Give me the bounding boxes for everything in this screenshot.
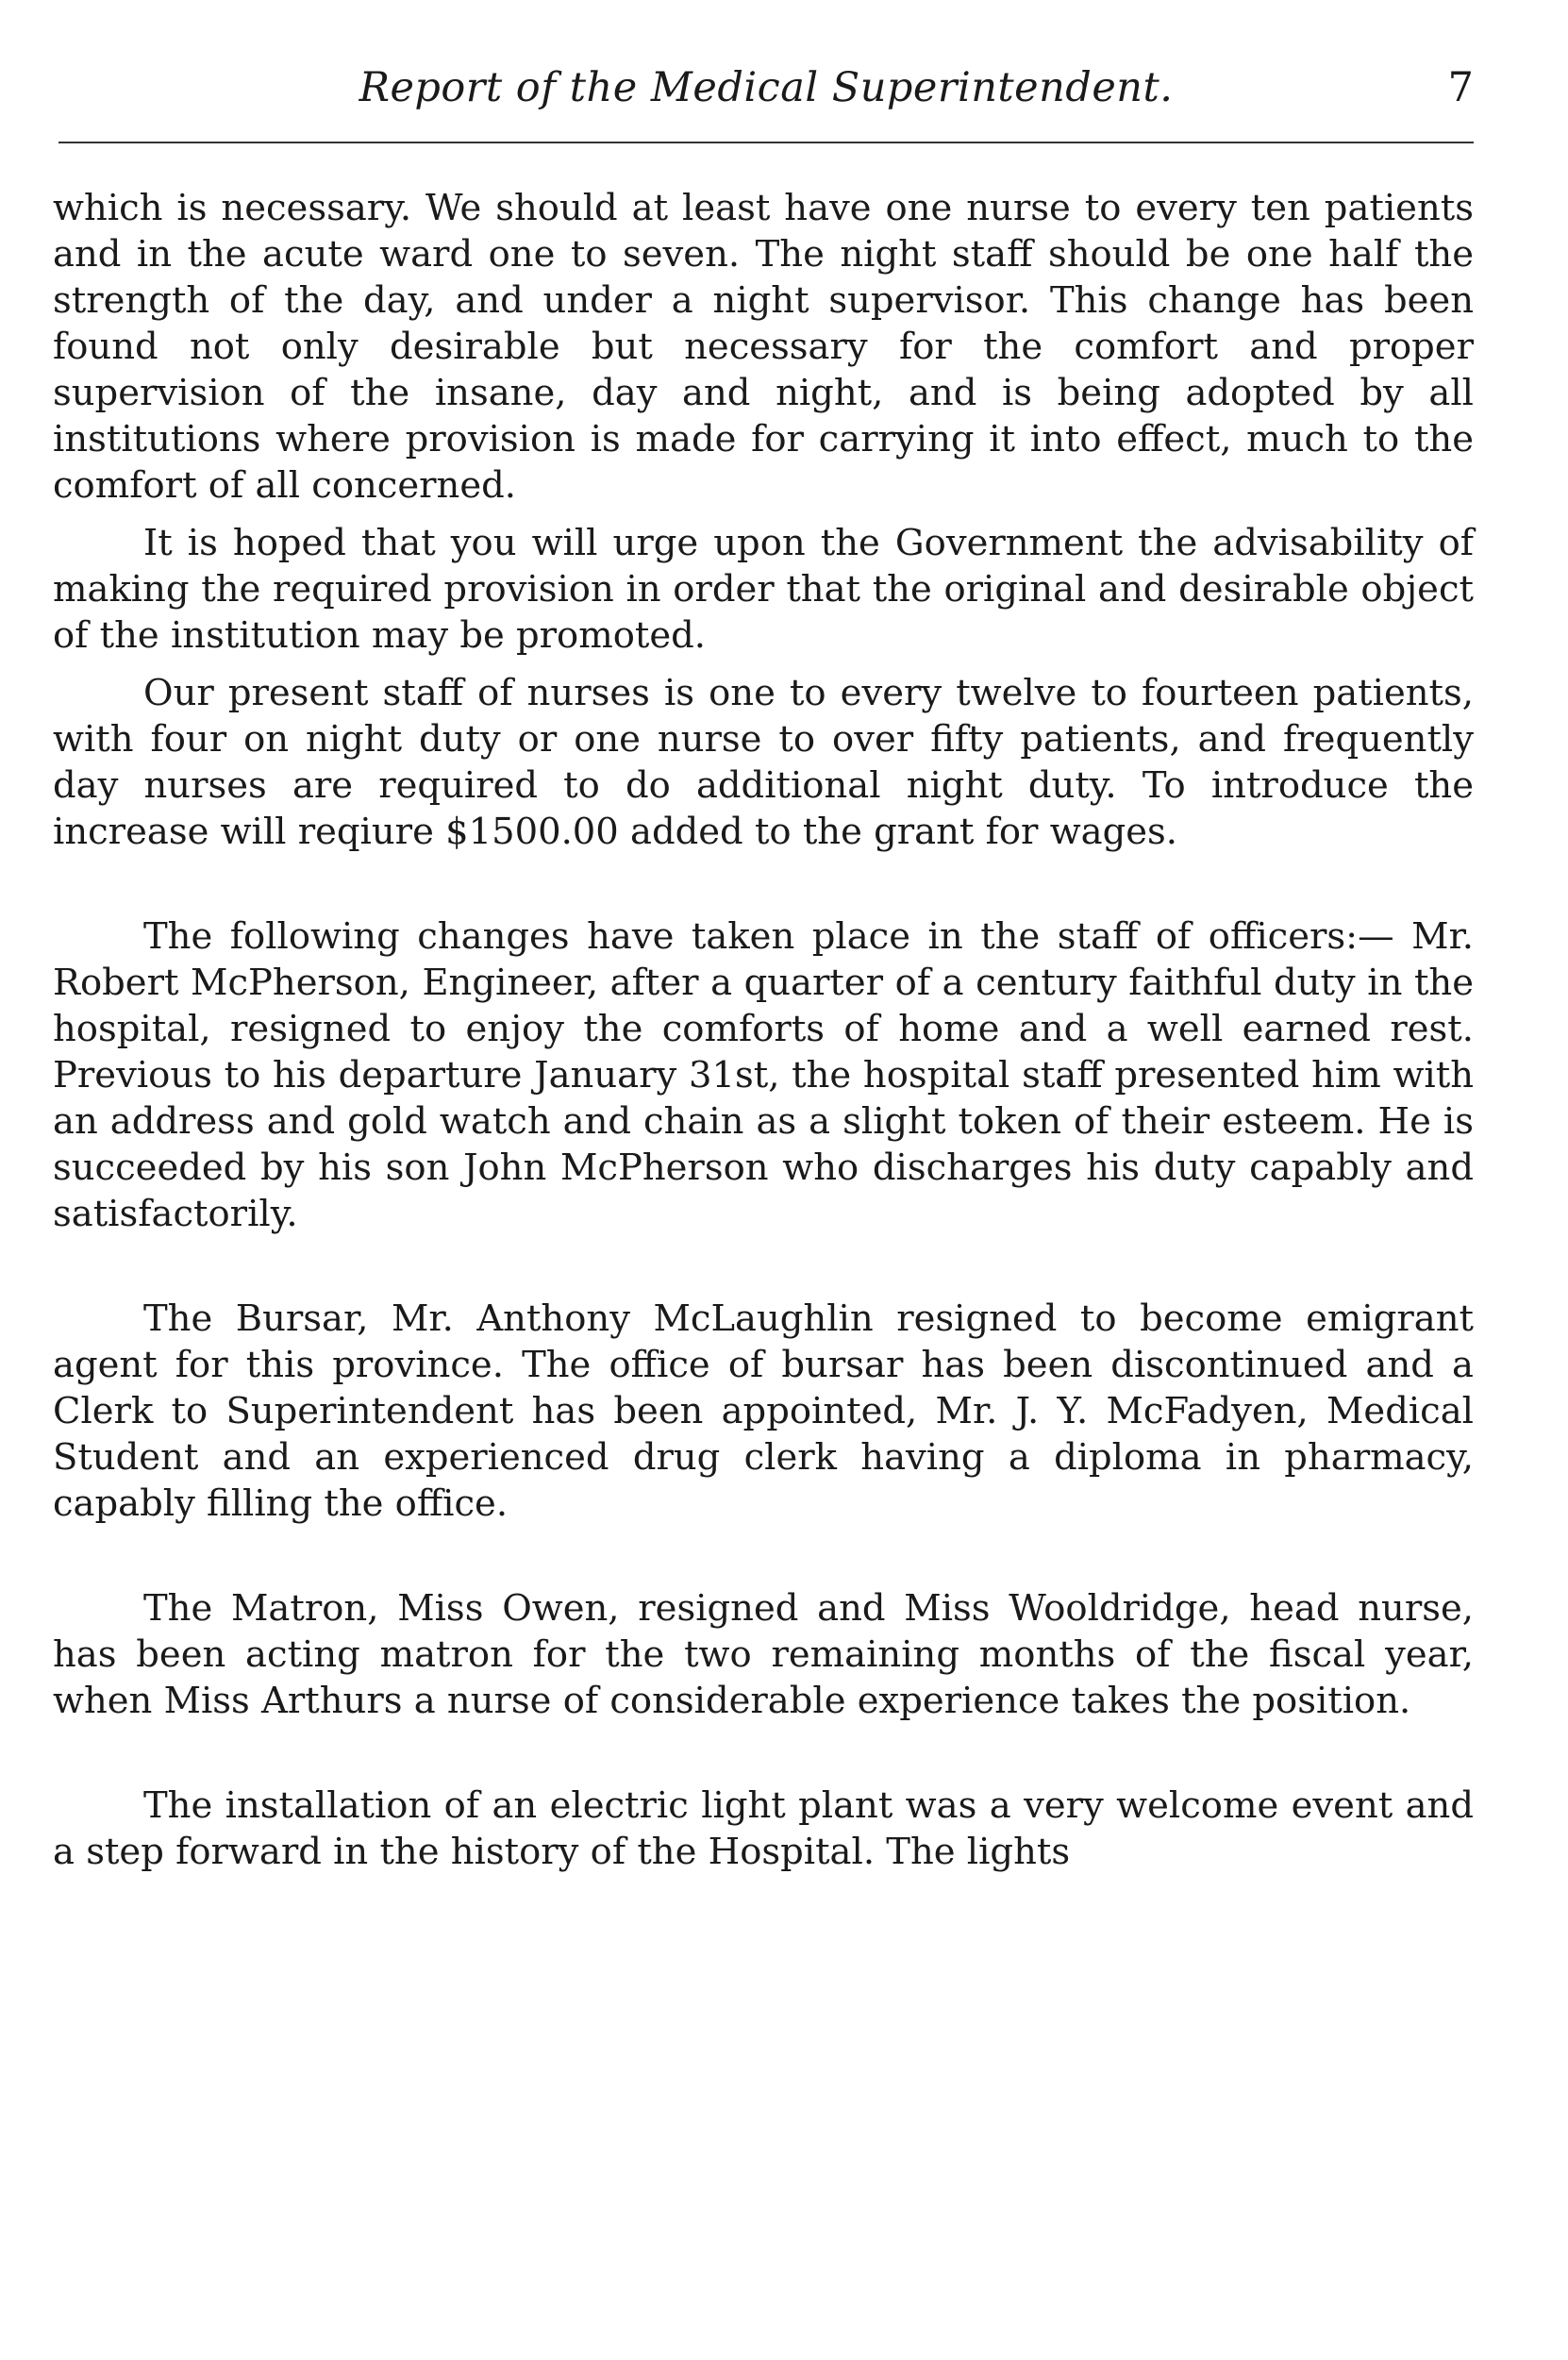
paragraph-3: Our present staff of nurses is one to every twelve to fourteen patients, with four on night duty or one nurse to over fifty patients, and frequently day nurses are required to do additional night duty. To introduce the increase will reqiure $1500.00 added to the grant for wages. — [53, 672, 1474, 853]
paragraph-6: The Matron, Miss Owen, resigned and Miss Wooldridge, head nurse, has been acting matron for the two remaining months of the fiscal year, when Miss Arthurs a nurse of considerable experience takes the position. — [53, 1587, 1474, 1722]
paragraph-1: which is necessary. We should at least have one nurse to every ten patients and in the acute ward one to seven. The night staff should be one half the strength of the day, and under a night supervisor. This change has been found not only desirable but necessary for the comfort and proper supervision of the insane, day and night, and is being adopted by all institutions where provision is made for carrying it into effect, much to the comfort of all concerned. — [53, 187, 1474, 507]
body-text — [53, 185, 1474, 1875]
paragraph-2: It is hoped that you will urge upon the Government the advisability of making the required provision in order that the original and desirable object of the institution may be promoted. — [53, 522, 1474, 657]
running-head-title: Report of the Medical Superintendent. — [359, 64, 1174, 111]
running-head — [58, 64, 1474, 121]
header-rule — [58, 142, 1474, 143]
page-number: 7 — [1447, 64, 1474, 111]
paragraph-5: The Bursar, Mr. Anthony McLaughlin resigned to become emigrant agent for this province. The office of bursar has been discontinued and a Clerk to Superintendent has been appointed, Mr. J. Y. McFadyen, Medical Student and an experienced drug clerk having a diploma in pharmacy, capably filling the office. — [53, 1297, 1474, 1525]
paragraph-7: The installation of an electric light plant was a very welcome event and a step forward in the history of the Hospital. The lights — [53, 1784, 1474, 1873]
paragraph-4: The following changes have taken place in the staff of officers:— Mr. Robert McPherson, Engineer, after a quarter of a century faithful duty in the hospital, resigned to enjoy the comforts of home and a well earned rest. Previous to his departure January 31st, the hospital staff presented him with an address and gold watch and chain as a slight token of their esteem. He is succeeded by his son John McPherson who discharges his duty capably and satisfactorily. — [53, 915, 1474, 1235]
